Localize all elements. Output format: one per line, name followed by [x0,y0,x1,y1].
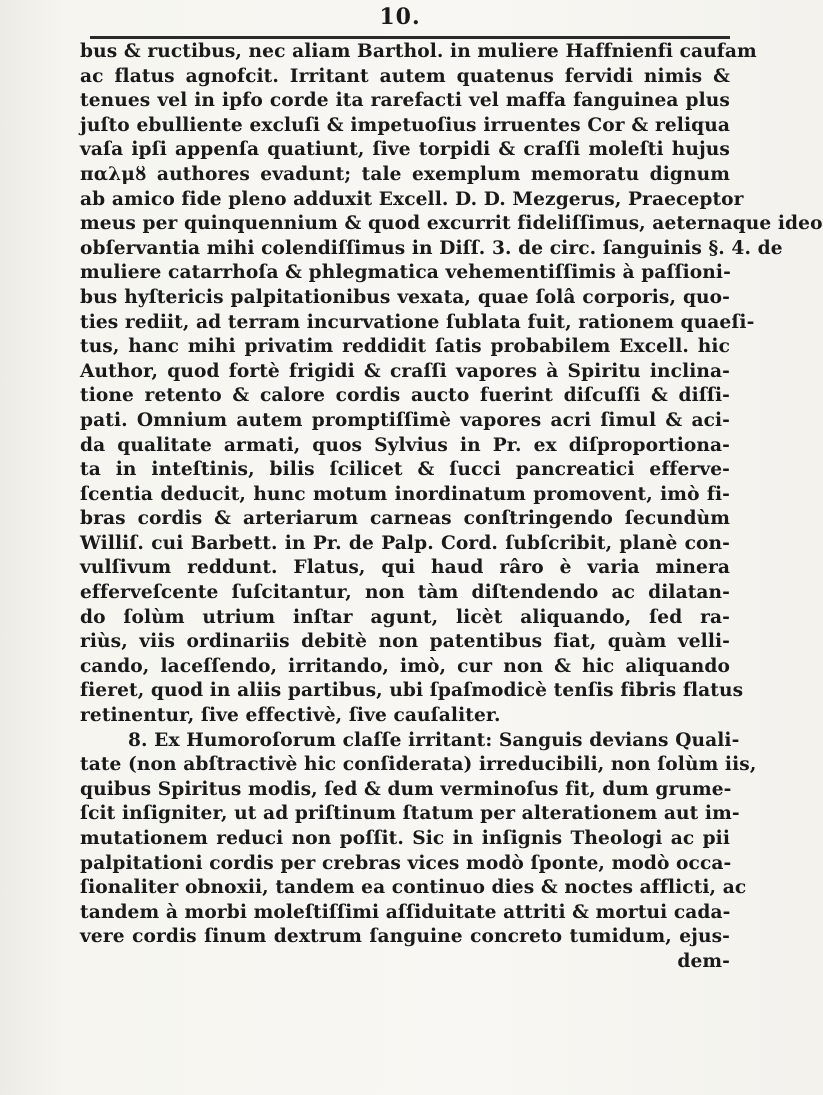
text-line: ac flatus agnofcit. Irritant autem quatenus fervidi nimis & [80,65,730,87]
text-line: παλμȣ authores evadunt; tale exemplum memoratu dignum [80,163,730,185]
text-line: vere cordis ſinum dextrum ſanguine concreto tumidum, ejus- [80,926,730,948]
text-line: riùs, viis ordinariis debitè non patentibus fiat, quàm velli- [80,631,730,653]
text-line: cando, laceſſendo, irritando, imò, cur non & hic aliquando [80,655,730,677]
text-line: retinentur, ſive effectivè, ſive cauſaliter. [80,705,501,727]
body-text [80,40,823,975]
text-line: bras cordis & arteriarum carneas conſtringendo ſecundùm [80,508,730,530]
text-line: bus & ructibus, nec aliam Barthol. in muliere Haffnienfi caufam [80,41,757,62]
text-line: mutationem reduci non poſſit. Sic in inſignis Theologi ac pii [80,828,730,849]
text-line: ſcentia deducit, hunc motum inordinatum promovent, imò fi- [80,483,730,505]
text-line: palpitationi cordis per crebras vices modò ſponte, modò occa- [80,852,732,874]
text-line: muliere catarrhoſa & phlegmatica vehementiſſimis à paſſioni- [80,262,731,284]
text-line: obſervantia mihi colendiſſimus in Diſſ. 3. de circ. ſanguinis §. 4. de [80,237,783,259]
text-line: bus hyſtericis palpitationibus vexata, quae ſolâ corporis, quo- [80,286,730,308]
text-line: Williſ. cui Barbett. in Pr. de Palp. Cord. ſubſcribit, planè con- [80,532,730,554]
text-line: do ſolùm utrium inſtar agunt, licèt aliquando, ſed ra- [80,606,730,628]
page-number: 10. [379,4,421,30]
text-line: da qualitate armati, quos Sylvius in Pr. ex diſproportiona- [80,434,730,456]
text-line: ab amico fide pleno adduxit Excell. D. D. Mezgerus, Praeceptor [80,188,744,210]
text-line: 8. Ex Humoroſorum claſſe irritant: Sanguis devians Quali- [128,729,740,751]
text-line: ta in inteſtinis, bilis ſcilicet & ſucci pancreatici efferve- [80,459,730,481]
header-rule [90,36,730,39]
text-line: tenues vel in ipfo corde ita rarefacti vel maffa fanguinea plus [80,90,730,112]
text-line: pati. Omnium autem promptiſſimè vapores acri ſimul & aci- [80,409,730,431]
text-line: quibus Spiritus modis, ſed & dum verminoſus fit, dum grume- [80,778,732,800]
text-line: tione retento & calore cordis aucto fuerint diſcuſſi & diſſi- [80,385,730,407]
text-line: ſionaliter obnoxii, tandem ea continuo dies & noctes afflicti, ac [80,877,747,899]
text-line: tate (non abſtractivè hic conſiderata) irreducibili, non ſolùm iis, [80,754,757,776]
text-line: ties rediit, ad terram incurvatione ſublata fuit, rationem quaeſi- [80,311,755,333]
text-line: vaſa ipſi appenſa quatiunt, ſive torpidi & craſſi moleſti hujus [80,139,730,161]
text-line: meus per quinquennium & quod excurrit fideliſſimus, aeternaque ideo [80,213,823,235]
text-line: ſcit inſigniter, ut ad priſtinum ſtatum per alterationem aut im- [80,803,740,825]
text-line: tus, hanc mihi privatim reddidit ſatis probabilem Excell. hic [80,336,730,358]
text-line: juſto ebulliente excluſi & impetuoſius irruentes Cor & reliqua [80,114,730,136]
text-line: vulſivum reddunt. Flatus, qui haud râro è varia minera [80,557,730,579]
text-line: fieret, quod in aliis partibus, ubi ſpaſmodicè tenſis fibris flatus [80,680,744,702]
text-line: efferveſcente ſuſcitantur, non tàm diſtendendo ac dilatan- [80,582,730,604]
text-line: tandem à morbi moleſtiſſimi aſſiduitate attriti & mortui cada- [80,901,731,923]
text-line: Author, quod fortè frigidi & craſſi vapores à Spiritu inclina- [80,360,730,382]
text-line: dem- [677,950,730,972]
